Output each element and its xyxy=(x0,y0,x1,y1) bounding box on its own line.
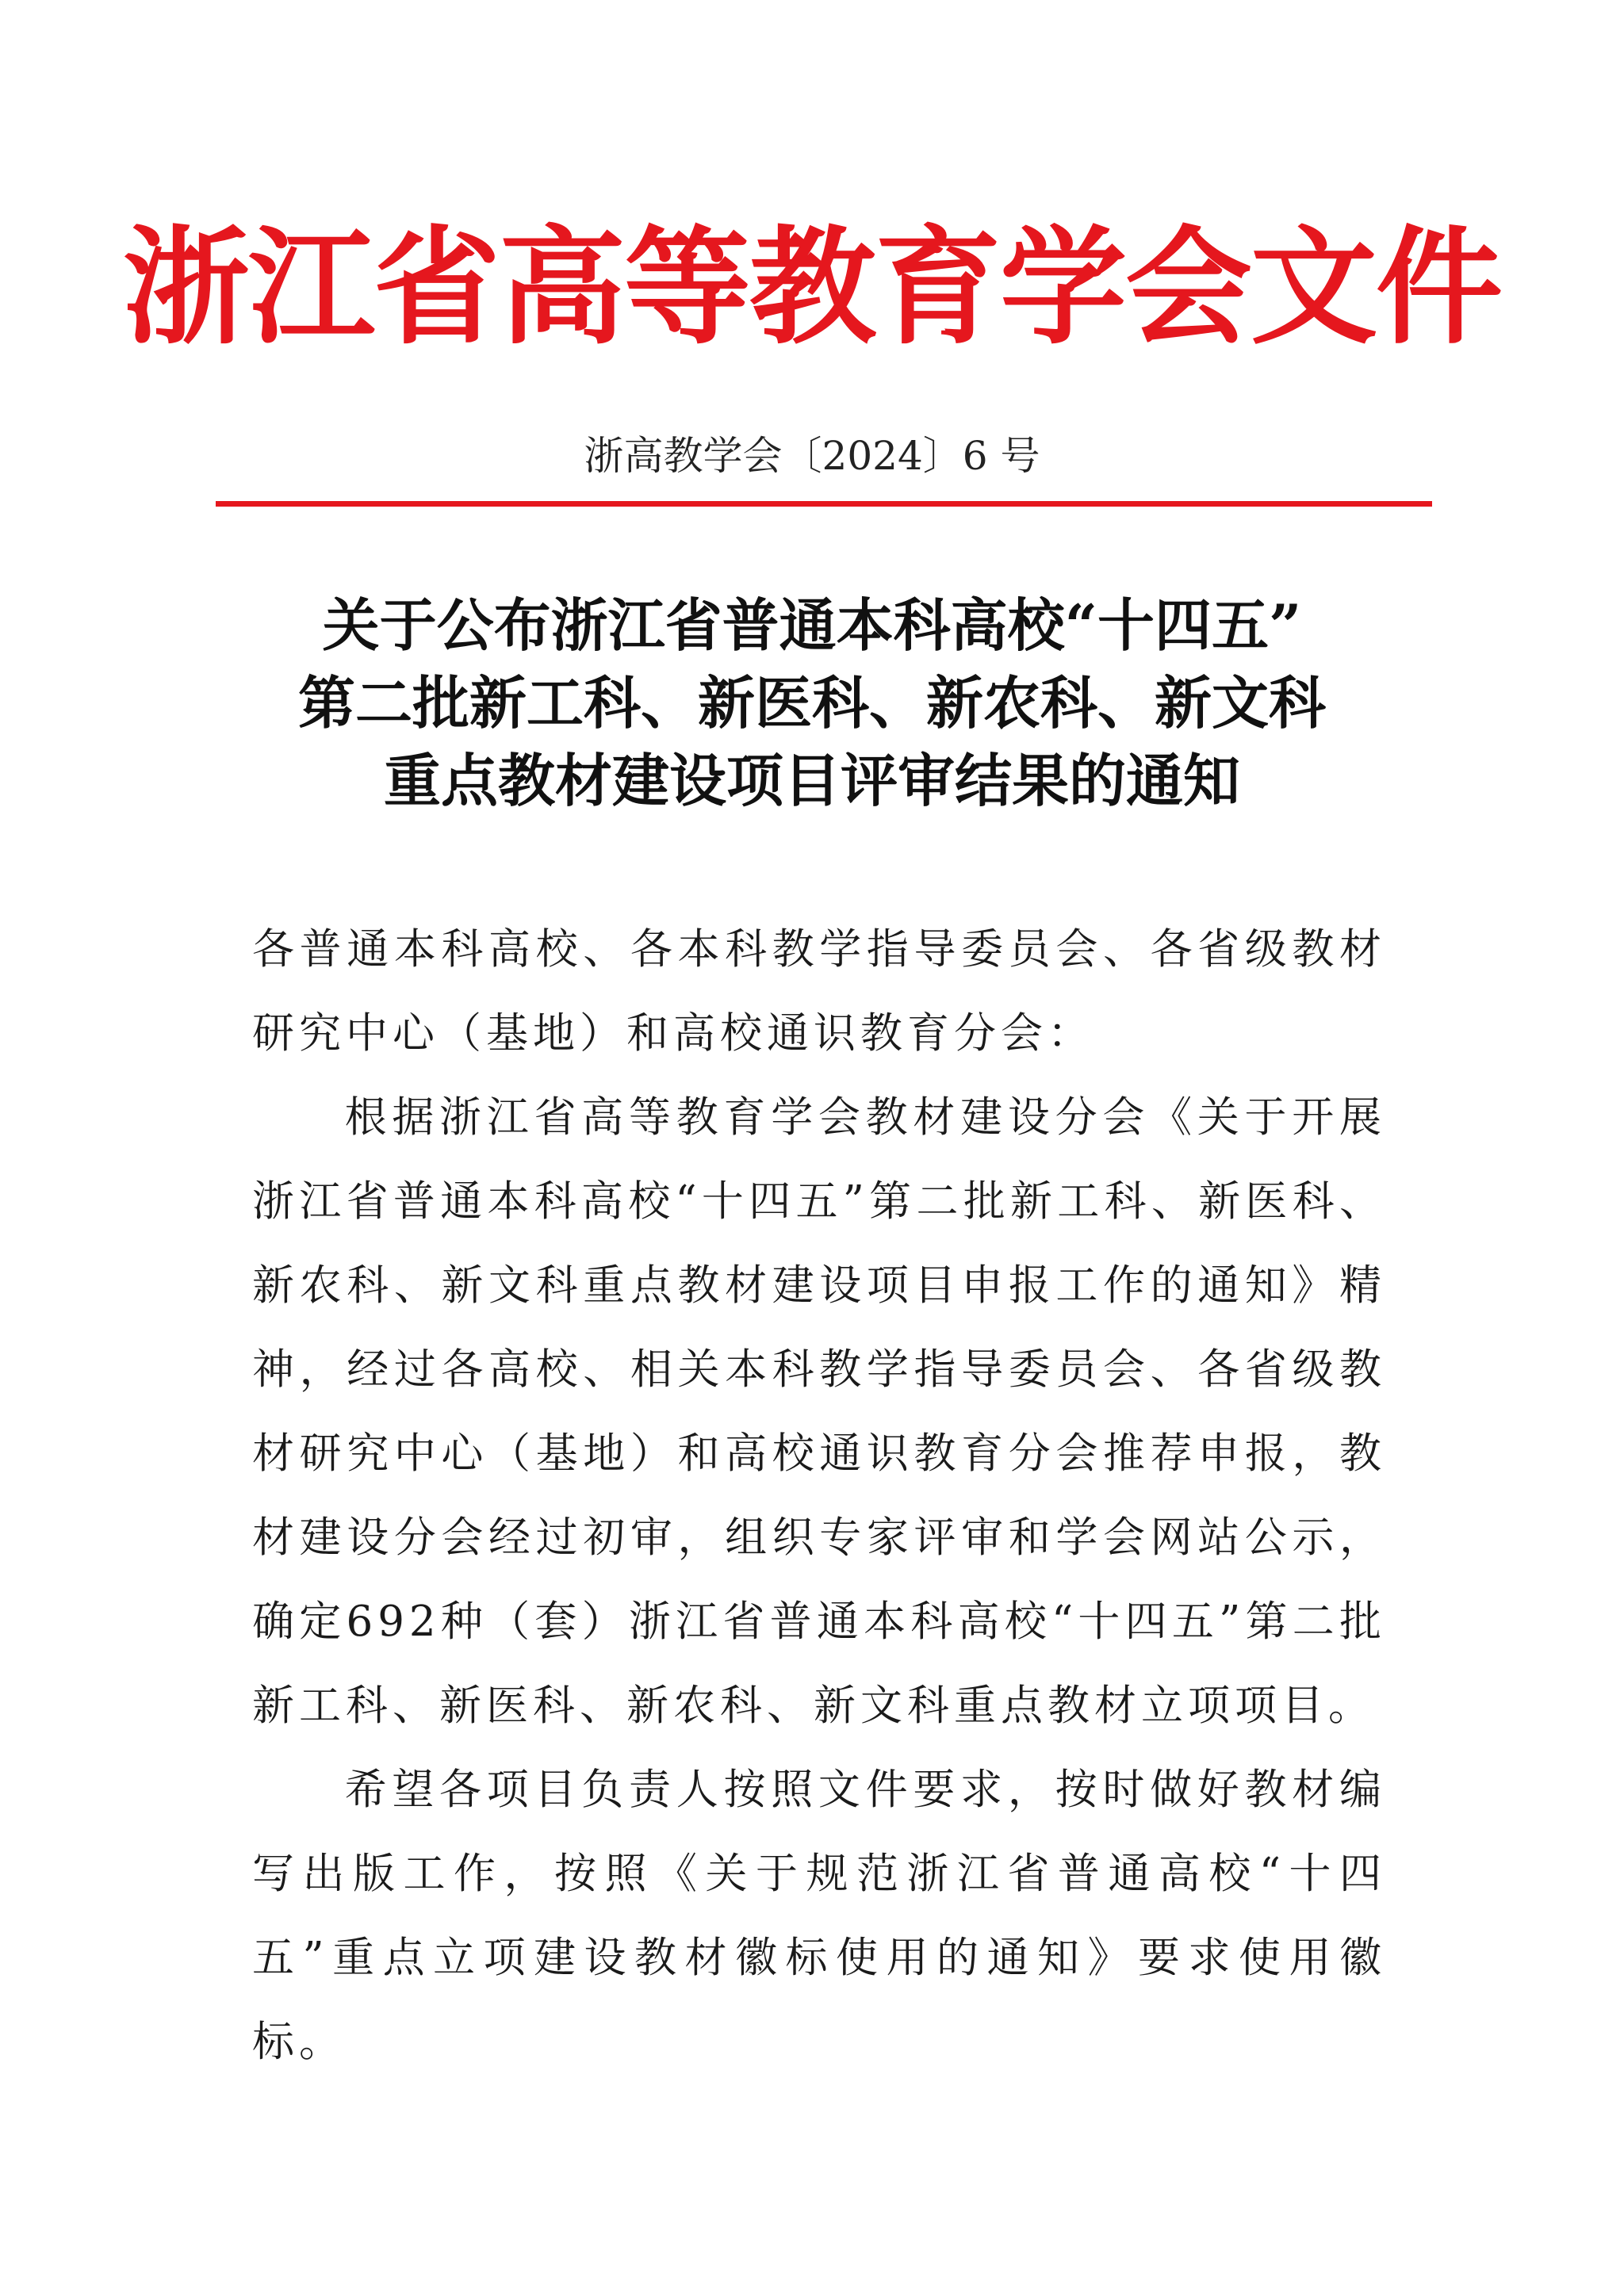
salutation: 各普通本科高校、各本科教学指导委员会、各省级教材研究中心（基地）和高校通识教育分会： xyxy=(252,925,1386,1058)
notice-title xyxy=(0,587,1624,820)
document-number: 浙高教学会〔2024〕6 号 xyxy=(584,433,1040,479)
notice-title-line: 关于公布浙江省普通本科高校“十四五” xyxy=(322,591,1302,659)
body-paragraph: 希望各项目负责人按照文件要求，按时做好教材编写出版工作，按照《关于规范浙江省普通高校“十四五”重点立项建设教材徽标使用的通知》要求使用徽标。 xyxy=(252,1766,1386,2066)
notice-body xyxy=(252,908,1386,2084)
red-divider-line xyxy=(216,501,1432,507)
body-paragraph: 根据浙江省高等教育学会教材建设分会《关于开展浙江省普通本科高校“十四五”第二批新工科、新医科、新农科、新文科重点教材建设项目申报工作的通知》精神，经过各高校、相关本科教学指导委员会、各省级教材研究中心（基地）和高校通识教育分会推荐申报，教材建设分会经过初审，组织专家评审和学会网站公示，确定692种（套）浙江省普通本科高校“十四五”第二批新工科、新医科、新农科、新文科重点教材立项项目。 xyxy=(252,1093,1386,1730)
masthead-title: 浙江省高等教育学会文件 xyxy=(122,212,1501,362)
notice-title-line: 重点教材建设项目评审结果的通知 xyxy=(383,747,1240,814)
notice-title-line: 第二批新工科、新医科、新农科、新文科 xyxy=(297,669,1326,737)
